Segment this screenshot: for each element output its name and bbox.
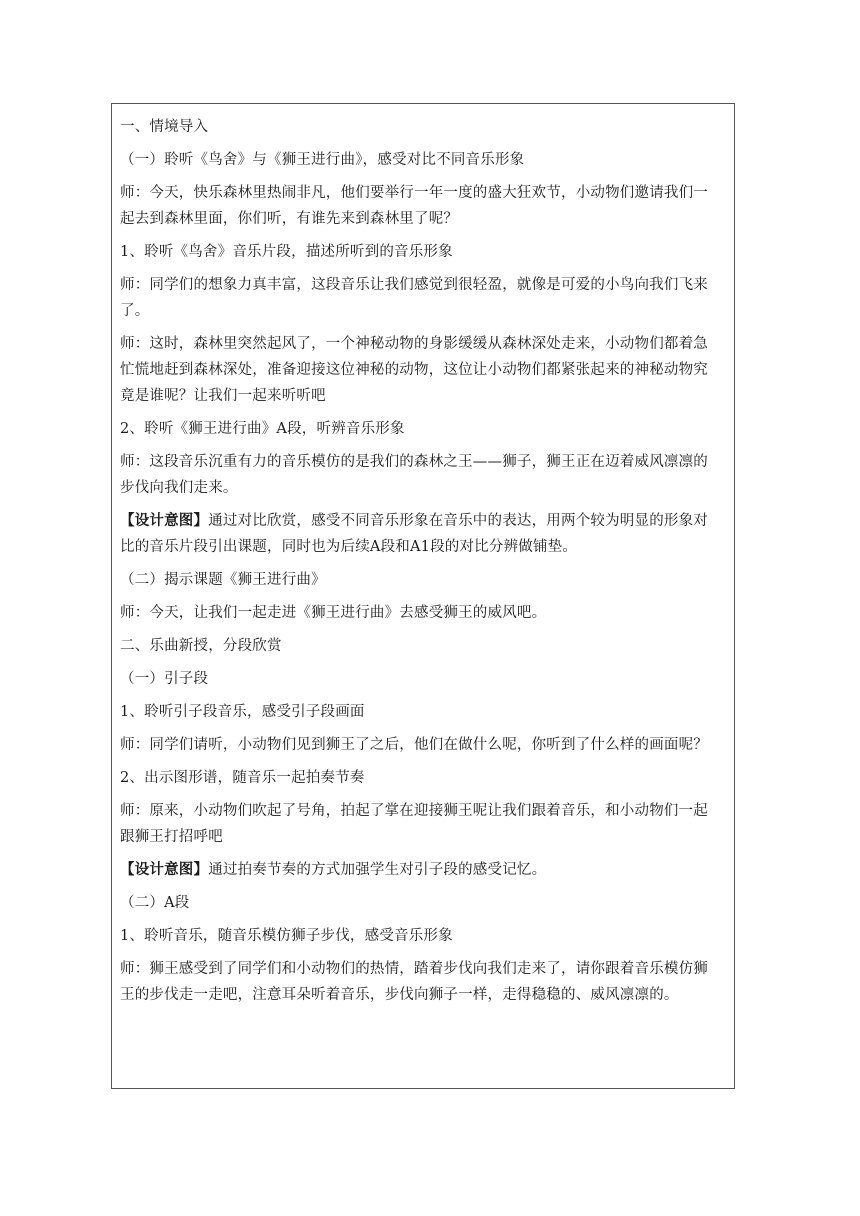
text-line: 1、聆听《鸟舍》音乐片段，描述所听到的音乐形象	[120, 244, 453, 260]
text-line: 忙慌地赶到森林深处，准备迎接这位神秘的动物，这位让小动物们都紧张起来的神秘动物究	[120, 362, 708, 378]
paragraph-teacher-dialogue	[120, 956, 724, 1008]
text-line: 1、聆听引子段音乐，感受引子段画面	[120, 704, 365, 720]
text-line: 步伐向我们走来。	[120, 480, 238, 496]
text-line: 了。	[120, 303, 150, 319]
text-line: （一）引子段	[120, 671, 209, 687]
design-intent-label: 【设计意图】	[120, 512, 209, 529]
paragraph-section-heading	[120, 633, 724, 659]
text-line: 师：这时，森林里突然起风了，一个神秘动物的身影缓缓从森林深处走来，小动物们都着急	[120, 336, 708, 352]
paragraph-teacher-dialogue	[120, 180, 724, 232]
paragraph-section-heading	[120, 114, 724, 140]
text-line: 跟狮王打招呼吧	[120, 829, 223, 845]
paragraph-teacher-dialogue	[120, 798, 724, 850]
text-line: 2、聆听《狮王进行曲》A段，听辨音乐形象	[120, 421, 405, 437]
paragraph-teacher-dialogue	[120, 272, 724, 324]
lesson-plan-table-cell	[111, 103, 735, 1089]
paragraph-step	[120, 239, 724, 265]
paragraph-subheading	[120, 567, 724, 593]
text-line: 师：今天，让我们一起走进《狮王进行曲》去感受狮王的威风吧。	[120, 605, 547, 621]
paragraph-teacher-dialogue	[120, 732, 724, 758]
text-line: 师：狮王感受到了同学们和小动物们的热情，踏着步伐向我们走来了，请你跟着音乐模仿狮	[120, 961, 708, 977]
paragraph-design-intent	[120, 857, 724, 883]
paragraph-teacher-dialogue	[120, 449, 724, 501]
text-line: 师：今天，快乐森林里热闹非凡，他们要举行一年一度的盛大狂欢节，小动物们邀请我们一	[120, 185, 708, 201]
paragraph-subheading	[120, 890, 724, 916]
text-line: 起去到森林里面，你们听，有谁先来到森林里了呢？	[120, 211, 459, 227]
text-line: 师：原来，小动物们吹起了号角，拍起了掌在迎接狮王呢让我们跟着音乐，和小动物们一起	[120, 803, 708, 819]
text-line: 王的步伐走一走吧，注意耳朵听着音乐，步伐向狮子一样，走得稳稳的、威风凛凛的。	[120, 987, 679, 1003]
paragraph-subheading	[120, 147, 724, 173]
paragraph-step	[120, 923, 724, 949]
paragraph-design-intent	[120, 508, 724, 560]
text-line: 1、聆听音乐，随音乐模仿狮子步伐，感受音乐形象	[120, 928, 453, 944]
design-intent-text: 通过对比欣赏，感受不同音乐形象在音乐中的表达，用两个较为明显的形象对	[208, 513, 708, 529]
text-line: （二）A段	[120, 895, 190, 911]
text-line	[120, 857, 724, 883]
text-line: 师：同学们请听，小动物们见到狮王了之后，他们在做什么呢，你听到了什么样的画面呢？	[120, 737, 708, 753]
text-line: 师：这段音乐沉重有力的音乐模仿的是我们的森林之王——狮子，狮王正在迈着威风凛凛的	[120, 454, 708, 470]
text-line: 师：同学们的想象力真丰富，这段音乐让我们感觉到很轻盈，就像是可爱的小鸟向我们飞来	[120, 277, 708, 293]
text-line: 二、乐曲新授，分段欣赏	[120, 638, 282, 654]
design-intent-text: 通过拍奏节奏的方式加强学生对引子段的感受记忆。	[208, 862, 547, 878]
text-line: 竟是谁呢？让我们一起来听听吧	[120, 388, 326, 404]
paragraph-step	[120, 699, 724, 725]
text-line: （一）聆听《鸟舍》与《狮王进行曲》，感受对比不同音乐形象	[120, 152, 525, 168]
text-line: 一、情境导入	[120, 119, 209, 135]
paragraph-step	[120, 416, 724, 442]
paragraph-step	[120, 765, 724, 791]
paragraph-teacher-dialogue	[120, 331, 724, 409]
text-line: （二）揭示课题《狮王进行曲》	[120, 572, 326, 588]
paragraph-subheading	[120, 666, 724, 692]
text-line: 比的音乐片段引出课题，同时也为后续A段和A1段的对比分辨做铺垫。	[120, 539, 578, 555]
text-line: 2、出示图形谱，随音乐一起拍奏节奏	[120, 770, 365, 786]
design-intent-label: 【设计意图】	[120, 861, 209, 878]
paragraph-teacher-dialogue	[120, 600, 724, 626]
text-line	[120, 508, 724, 534]
